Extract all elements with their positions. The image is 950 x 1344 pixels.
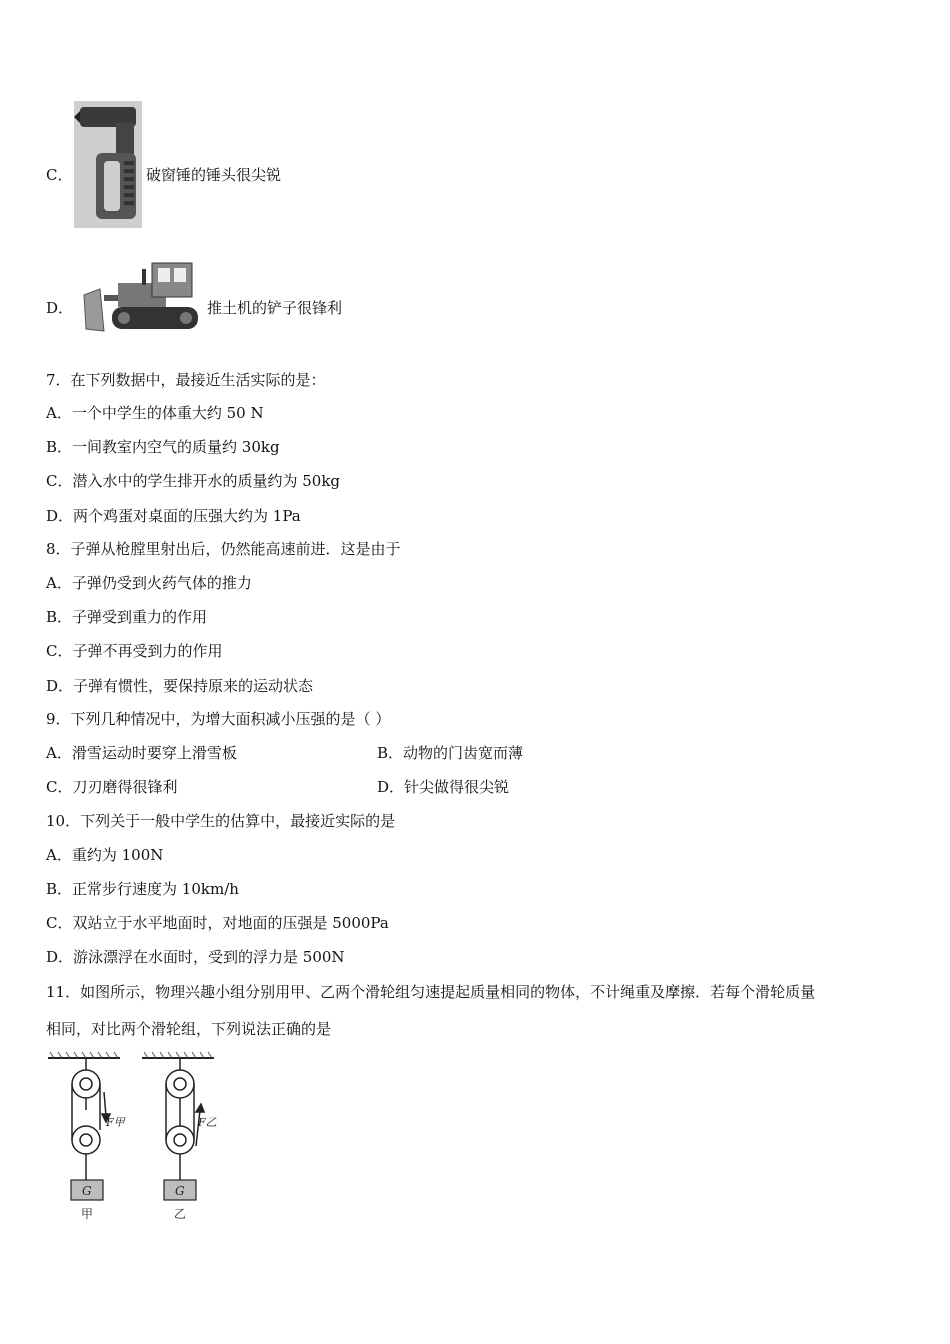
q9-stem: 9．下列几种情况中，为增大面积减小压强的是（ ） xyxy=(46,710,391,728)
q11-stem-line2: 相同，对比两个滑轮组，下列说法正确的是 xyxy=(46,1020,332,1038)
option-c-letter: C． xyxy=(46,166,73,184)
q9-option-d: D．针尖做得很尖锐 xyxy=(377,778,510,796)
q10-stem: 10．下列关于一般中学生的估算中，最接近实际的是 xyxy=(46,812,396,830)
caption-right: 乙 xyxy=(174,1207,187,1221)
q7-option-c: C．潜入水中的学生排开水的质量约为 50kg xyxy=(46,472,341,490)
q9-option-b: B．动物的门齿宽而薄 xyxy=(377,744,524,762)
caption-left: 甲 xyxy=(81,1207,94,1221)
ceiling-right xyxy=(142,1052,214,1058)
option-c-text: 破窗锤的锤头很尖锐 xyxy=(146,166,282,184)
pulley-system-left xyxy=(72,1058,110,1180)
pulley-diagram xyxy=(44,1050,234,1225)
q8-option-b: B．子弹受到重力的作用 xyxy=(46,608,208,626)
q8-option-a: A．子弹仍受到火药气体的推力 xyxy=(46,574,252,592)
q7-option-b: B．一间教室内空气的质量约 30kg xyxy=(46,438,280,456)
bulldozer-image xyxy=(82,255,202,335)
q8-option-c: C．子弹不再受到力的作用 xyxy=(46,642,223,660)
q8-stem: 8．子弹从枪膛里射出后，仍然能高速前进．这是由于 xyxy=(46,540,401,558)
q7-stem: 7．在下列数据中，最接近生活实际的是： xyxy=(46,371,326,389)
q10-option-b: B．正常步行速度为 10km/h xyxy=(46,880,239,898)
ceiling-left xyxy=(48,1052,120,1058)
option-d-letter: D． xyxy=(46,299,74,317)
weight-label-left: G xyxy=(82,1184,92,1198)
weight-label-right: G xyxy=(175,1184,185,1198)
q7-option-a: A．一个中学生的体重大约 50 N xyxy=(46,404,264,422)
q11-stem-line1: 11．如图所示，物理兴趣小组分别用甲、乙两个滑轮组匀速提起质量相同的物体，不计绳重及摩擦．若每个滑轮质量 xyxy=(46,983,816,1001)
q10-option-a: A．重约为 100N xyxy=(46,846,164,864)
q10-option-c: C．双站立于水平地面时，对地面的压强是 5000Pa xyxy=(46,914,389,932)
option-d-text: 推土机的铲子很锋利 xyxy=(207,299,343,317)
q10-option-d: D．游泳漂浮在水面时，受到的浮力是 500N xyxy=(46,948,345,966)
force-label-right: F乙 xyxy=(198,1116,217,1129)
q7-option-d: D．两个鸡蛋对桌面的压强大约为 1Pa xyxy=(46,507,301,525)
window-hammer-image xyxy=(74,101,142,228)
force-label-left: F甲 xyxy=(106,1116,125,1129)
q9-option-c: C．刀刃磨得很锋利 xyxy=(46,778,178,796)
q9-option-a: A．滑雪运动时要穿上滑雪板 xyxy=(46,744,237,762)
q8-option-d: D．子弹有惯性，要保持原来的运动状态 xyxy=(46,677,314,695)
